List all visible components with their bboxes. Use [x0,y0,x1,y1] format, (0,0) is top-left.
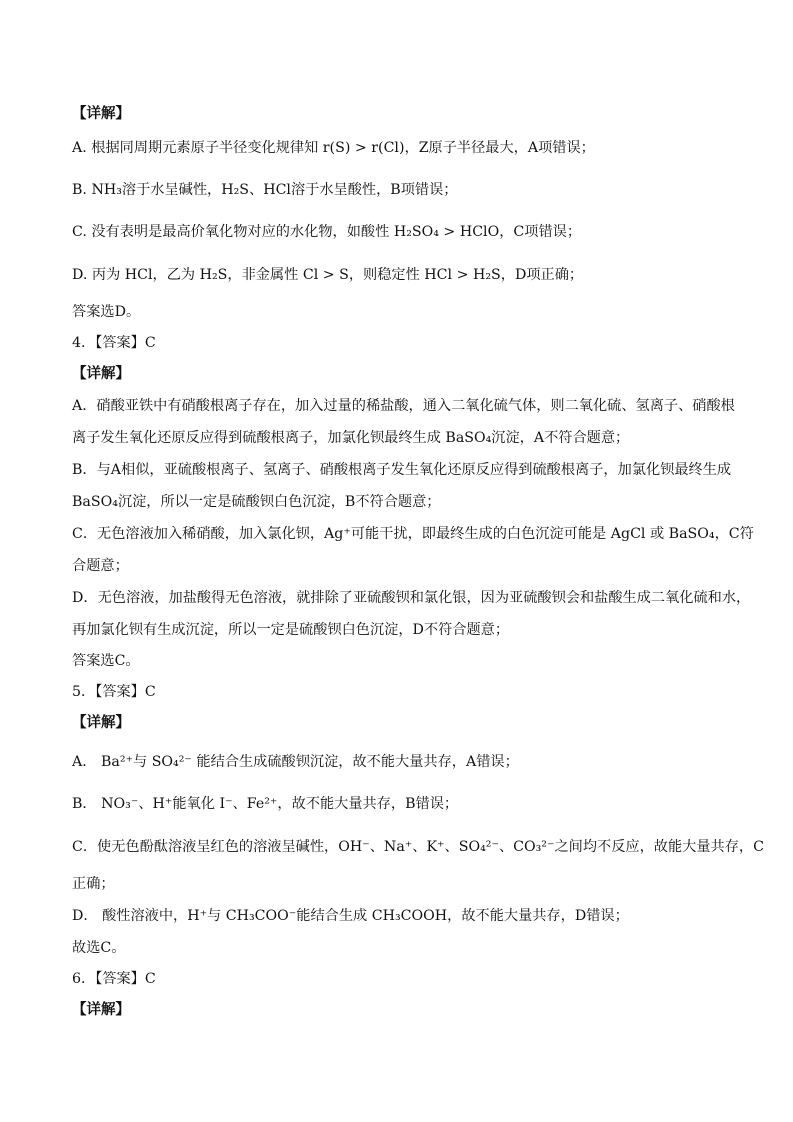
text-line: A．硝酸亚铁中有硝酸根离子存在，加入过量的稀盐酸，通入二氧化硫气体，则二氧化硫、氢离子、硝酸根 [72,398,735,414]
text-line: D．无色溶液，加盐酸得无色溶液，就排除了亚硫酸钡和氯化银，因为亚硫酸钡会和盐酸生成二氧化硫和水， [72,590,751,606]
section-heading-detail: 【详解】 [72,1001,130,1018]
text-line: 答案选D。 [72,304,141,320]
text-line: D. 丙为 HCl，乙为 H₂S，非金属性 Cl > S，则稳定性 HCl > H₂S，D项正确； [72,267,584,283]
text-line: A. 根据同周期元素原子半径变化规律知 r(S) > r(Cl)，Z原子半径最大，A项错误； [72,140,595,156]
answer-heading: 4．【答案】C [72,335,156,351]
text-line: B． NO₃⁻、H⁺能氧化 I⁻、Fe²⁺，故不能大量共存，B错误； [72,796,459,812]
text-line: A． Ba²⁺与 SO₄²⁻ 能结合生成硫酸钡沉淀，故不能大量共存，A错误； [72,754,519,770]
text-line: 再加氯化钡有生成沉淀，所以一定是硫酸钡白色沉淀，D不符合题意； [72,622,510,638]
section-heading-detail: 【详解】 [72,365,130,382]
text-line: 故选C。 [72,940,126,956]
text-line: 答案选C。 [72,653,140,669]
text-line: 离子发生氧化还原反应得到硫酸根离子，加氯化钡最终生成 BaSO₄沉淀，A不符合题意； [72,430,630,446]
section-heading-detail: 【详解】 [72,105,130,122]
text-line: C．无色溶液加入稀硝酸，加入氯化钡，Ag⁺可能干扰，即最终生成的白色沉淀可能是 AgCl 或 BaSO₄，C符 [72,526,754,542]
answer-heading: 6．【答案】C [72,971,156,987]
section-heading-detail: 【详解】 [72,714,130,731]
text-line: 合题意； [72,558,129,574]
text-line: C. 没有表明是最高价氧化物对应的水化物，如酸性 H₂SO₄ > HClO，C项错误； [72,224,582,240]
text-line: B. NH₃溶于水呈碱性，H₂S、HCl溶于水呈酸性，B项错误； [72,182,458,198]
answer-heading: 5．【答案】C [72,684,156,700]
text-line: BaSO₄沉淀，所以一定是硫酸钡白色沉淀，B不符合题意； [72,494,441,510]
text-line: D． 酸性溶液中，H⁺与 CH₃COO⁻能结合生成 CH₃COOH，故不能大量共存，D错误； [72,908,629,924]
text-line: C．使无色酚酞溶液呈红色的溶液呈碱性，OH⁻、Na⁺、K⁺、SO₄²⁻、CO₃²⁻之间均不反应，故能大量共存，C [72,839,764,855]
text-line: 正确； [72,876,115,892]
text-line: B．与A相似，亚硫酸根离子、氢离子、硝酸根离子发生氧化还原反应得到硫酸根离子，加氯化钡最终生成 [72,462,732,478]
